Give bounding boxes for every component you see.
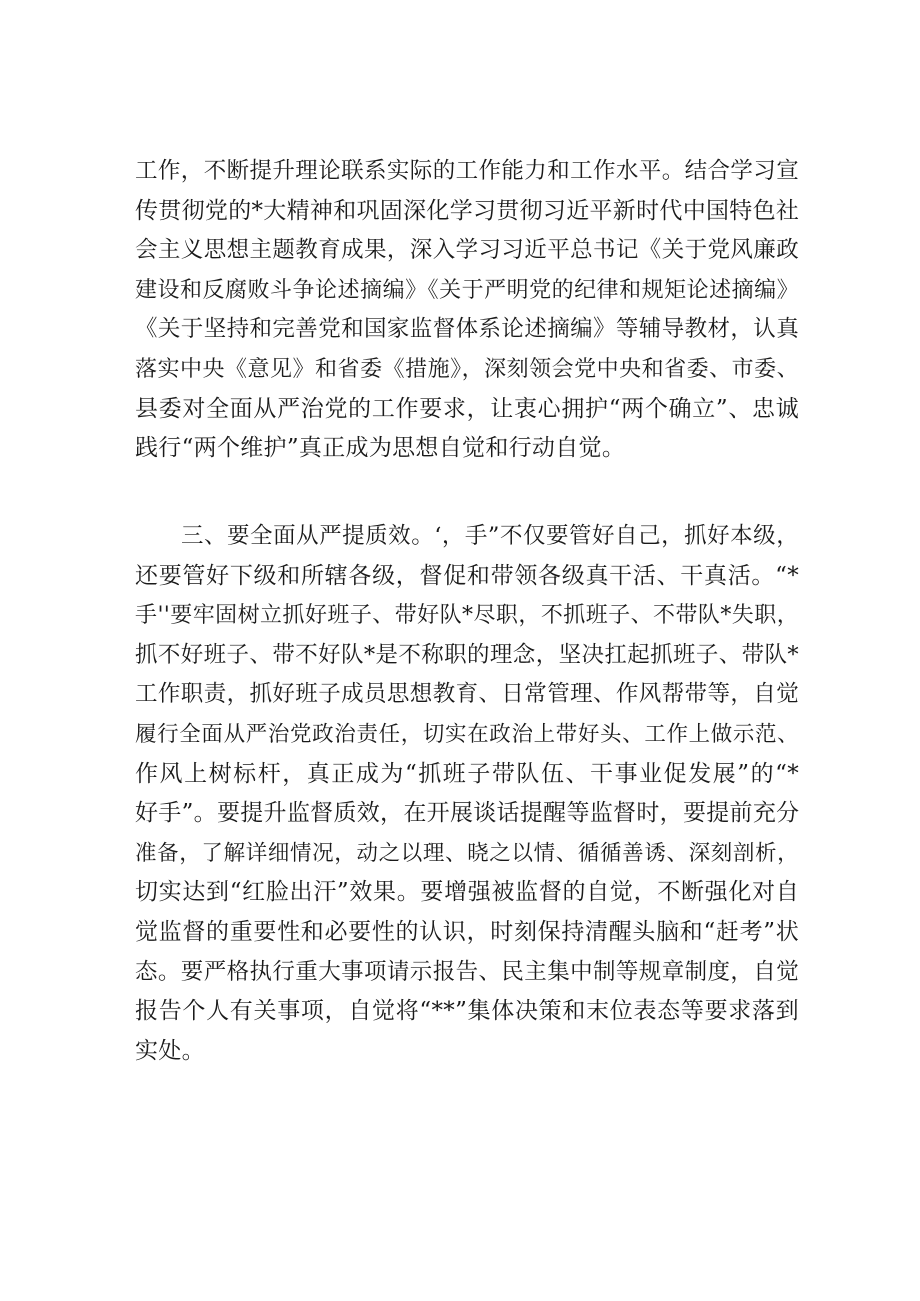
paragraph-line: 践行“两个维护”真正成为思想自觉和行动自觉。: [135, 435, 626, 462]
paragraph-2: [135, 517, 799, 1071]
paragraph-line: 觉监督的重要性和必要性的认识，时刻保持清醒头脑和“赶考”状: [135, 918, 799, 945]
paragraph-1: [135, 152, 799, 469]
paragraph-line: 实处。: [135, 1037, 205, 1064]
paragraph-line: 报告个人有关事项，自觉将“**”集体决策和末位表态等要求落到: [135, 998, 799, 1025]
paragraph-line: 工作，不断提升理论联系实际的工作能力和工作水平。结合学习宣: [135, 158, 799, 184]
paragraph-line: 作风上树标杆，真正成为“抓班子带队伍、干事业促发展”的“*: [135, 760, 799, 787]
paragraph-line: 还要管好下级和所辖各级，督促和带领各级真干活、干真活。“*: [135, 562, 799, 589]
paragraph-line: 切实达到“红脸出汗”效果。要增强被监督的自觉，不断强化对自: [135, 879, 799, 906]
paragraph-line: 手''要牢固树立抓好班子、带好队*尽职，不抓班子、不带队*失职，: [135, 603, 799, 629]
paragraph-line: 建设和反腐败斗争论述摘编》《关于严明党的纪律和规矩论述摘编》: [135, 277, 799, 303]
paragraph-line: 传贯彻党的*大精神和巩固深化学习贯彻习近平新时代中国特色社: [135, 197, 799, 224]
paragraph-line: 准备，了解详细情况，动之以理、晓之以情、循循善诱、深刻剖析，: [135, 840, 799, 866]
paragraph-line: 工作职责，抓好班子成员思想教育、日常管理、作风帮带等，自觉: [135, 681, 799, 708]
paragraph-line: 县委对全面从严治党的工作要求，让衷心拥护“两个确立”、忠诚: [135, 395, 799, 422]
paragraph-line: 履行全面从严治党政治责任，切实在政治上带好头、工作上做示范、: [135, 721, 799, 747]
paragraph-line: 《关于坚持和完善党和国家监督体系论述摘编》等辅导教材，认真: [135, 316, 799, 343]
paragraph-line: 态。要严格执行重大事项请示报告、民主集中制等规章制度，自觉: [135, 958, 799, 985]
paragraph-line: 好手”。要提升监督质效，在开展谈话提醒等监督时，要提前充分: [135, 800, 799, 827]
paragraph-line: 抓不好班子、带不好队*是不称职的理念，坚决扛起抓班子、带队*: [135, 641, 799, 668]
paragraph-line: 三、要全面从严提质效。‘，手”不仅要管好自己，抓好本级，: [181, 523, 799, 549]
paragraph-line: 会主义思想主题教育成果，深入学习习近平总书记《关于党风廉政: [135, 237, 799, 264]
paragraph-line: 落实中央《意见》和省委《措施》，深刻领会党中央和省委、市委、: [135, 356, 799, 382]
